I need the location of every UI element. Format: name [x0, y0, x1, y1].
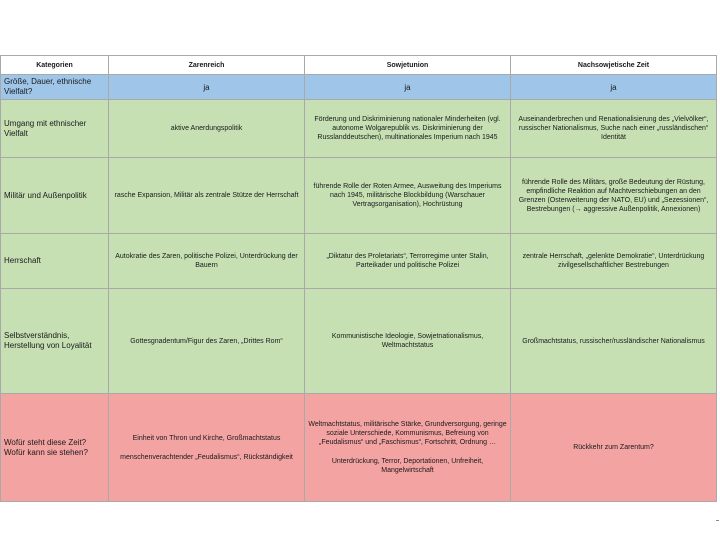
cell-sowjetunion: Kommunistische Ideologie, Sowjetnationalismus, Weltmachtstatus	[305, 289, 511, 394]
row-category: Herrschaft	[1, 234, 109, 289]
page-edge-mark	[716, 520, 719, 521]
row-category: Militär und Außenpolitik	[1, 158, 109, 234]
cell-sowjetunion: ja	[305, 75, 511, 100]
cell-nachsowjetisch: zentrale Herrschaft, „gelenkte Demokratie“, Unterdrückung zivilgesellschaftlicher Bestrebungen	[511, 234, 717, 289]
table-row	[1, 289, 717, 394]
row-category: Selbstverständnis, Herstellung von Loyalität	[1, 289, 109, 394]
header-row	[1, 56, 717, 75]
cell-nachsowjetisch: ja	[511, 75, 717, 100]
cell-zarenreich: Autokratie des Zaren, politische Polizei, Unterdrückung der Bauern	[109, 234, 305, 289]
header-kategorien: Kategorien	[1, 56, 109, 75]
cell-sowjetunion: „Diktatur des Proletariats“, Terrorregime unter Stalin, Parteikader und politische Polizei	[305, 234, 511, 289]
cell-nachsowjetisch: Auseinanderbrechen und Renationalisierung des „Vielvölker“, russischer Nationalismus, Suche nach einer „russländischen“ Identität	[511, 100, 717, 158]
cell-zarenreich: Gottesgnadentum/Figur des Zaren, „Drittes Rom“	[109, 289, 305, 394]
cell-nachsowjetisch: führende Rolle des Militärs, große Bedeutung der Rüstung, empfindliche Reaktion auf Machtverschiebungen an den Grenzen (Osterweiterung der NATO, EU) und „Sezessionen“, Bestrebungen (→ aggressive Außenpolitik, Annexionen)	[511, 158, 717, 234]
table-row	[1, 75, 717, 100]
comparison-table	[0, 55, 717, 502]
header-sowjetunion: Sowjetunion	[305, 56, 511, 75]
header-zarenreich: Zarenreich	[109, 56, 305, 75]
zarenreich-positive: Einheit von Thron und Kirche, Großmachtstatus	[132, 434, 281, 442]
cell-zarenreich: rasche Expansion, Militär als zentrale Stütze der Herrschaft	[109, 158, 305, 234]
comparison-table-sheet	[0, 55, 716, 502]
table-row	[1, 158, 717, 234]
cell-zarenreich: aktive Anerdungspolitik	[109, 100, 305, 158]
zarenreich-negative: menschenverachtender „Feudalismus“, Rückständigkeit	[120, 453, 293, 461]
cell-sowjetunion: führende Rolle der Roten Armee, Ausweitung des Imperiums nach 1945, militärische Blockbildung (Warschauer Vertragsorganisation), Hochrüstung	[305, 158, 511, 234]
cell-sowjetunion: Förderung und Diskriminierung nationaler Minderheiten (vgl. autonome Wolgarepublik vs. Diskriminierung der Russlanddeutschen), multinationales Imperium nach 1945	[305, 100, 511, 158]
table-row	[1, 234, 717, 289]
table-row	[1, 100, 717, 158]
header-nachsowjetisch: Nachsowjetische Zeit	[511, 56, 717, 75]
cell-zarenreich: ja	[109, 75, 305, 100]
cell-zarenreich	[109, 394, 305, 502]
row-category: Größe, Dauer, ethnische Vielfalt?	[1, 75, 109, 100]
sowjetunion-positive: Weltmachtstatus, militärische Stärke, Grundversorgung, geringe soziale Unterschiede, Kommunismus, Befreiung von „Feudalismus“ und „Faschismus“, Fortschritt, Ordnung …	[308, 421, 507, 446]
cell-sowjetunion	[305, 394, 511, 502]
cell-nachsowjetisch: Großmachtstatus, russischer/russländischer Nationalismus	[511, 289, 717, 394]
row-category: Umgang mit ethnischer Vielfalt	[1, 100, 109, 158]
cell-nachsowjetisch: Rückkehr zum Zarentum?	[511, 394, 717, 502]
table-row	[1, 394, 717, 502]
sowjetunion-negative: Unterdrückung, Terror, Deportationen, Unfreiheit, Mangelwirtschaft	[331, 458, 484, 474]
row-category: Wofür steht diese Zeit? Wofür kann sie stehen?	[1, 394, 109, 502]
